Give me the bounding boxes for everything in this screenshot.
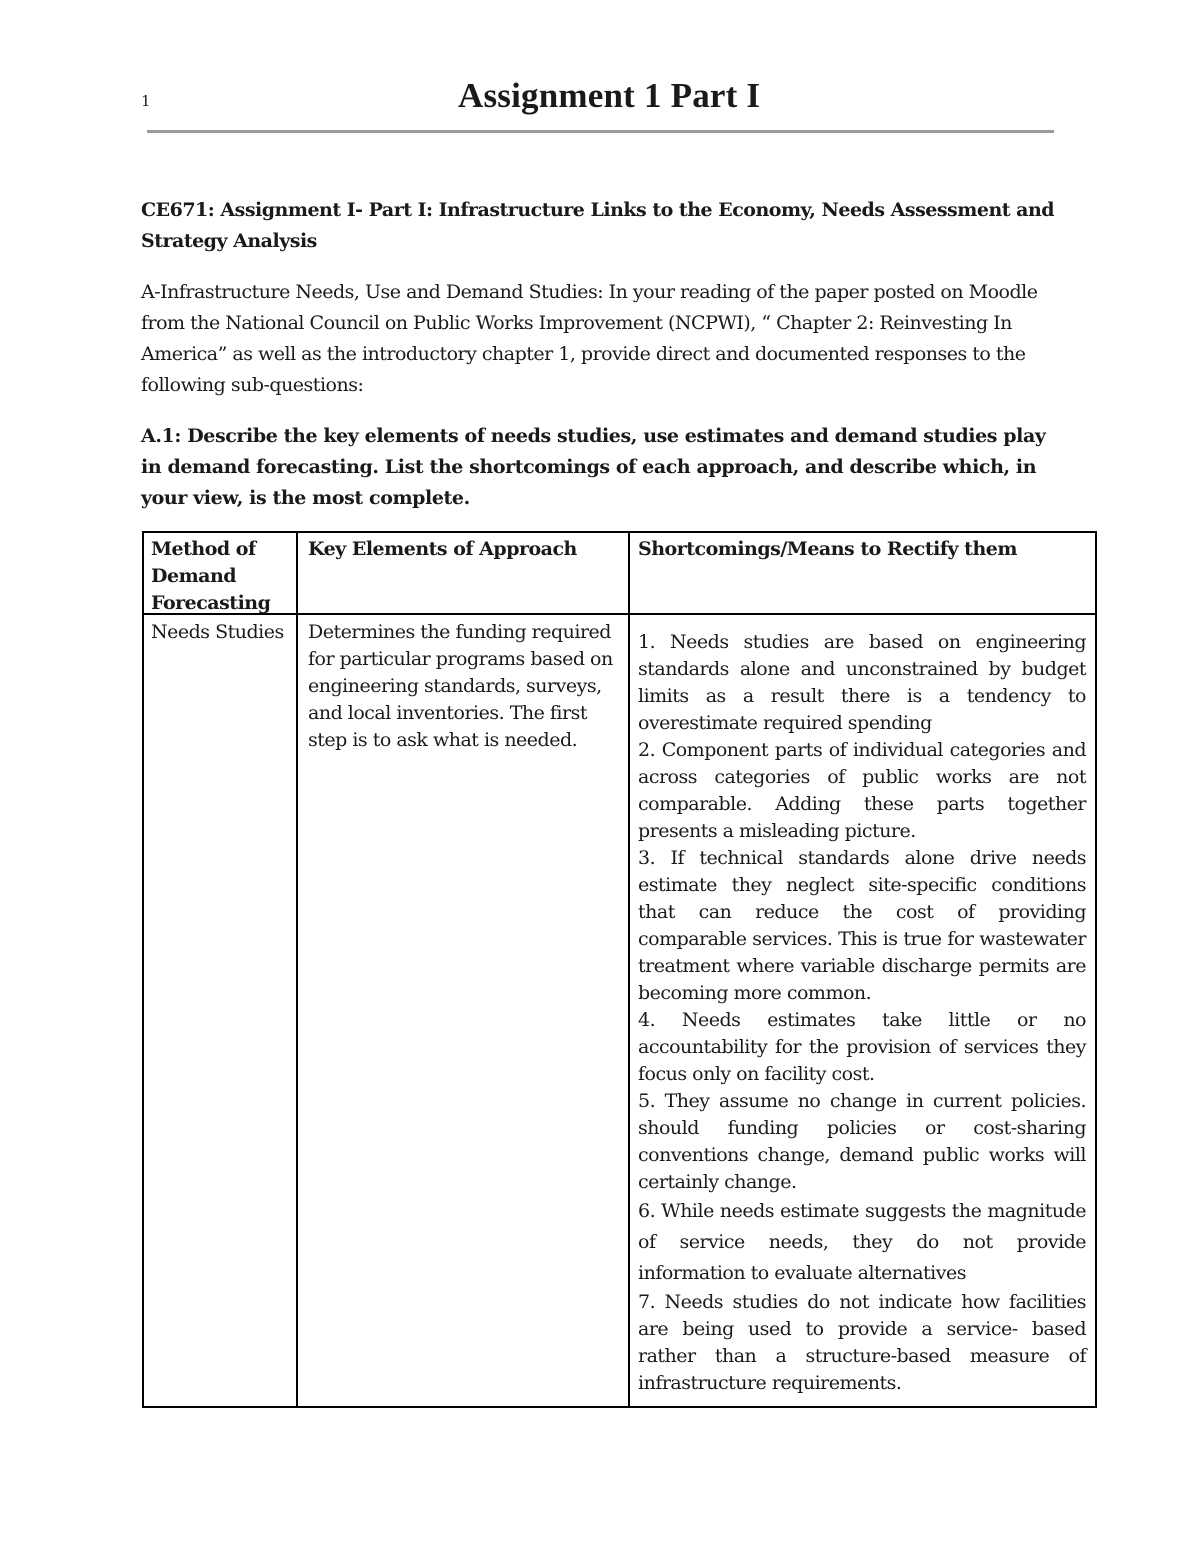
shortcoming-item: 1. Needs studies are based on engineering standards alone and unconstrained by budget limits as a result there is a tendency to overestimate required spending [638,631,1086,734]
header-key-elements: Key Elements of Approach [308,538,577,560]
header-method: Method of Demand Forecasting [151,538,271,614]
header-divider [147,130,1054,133]
page-title: Assignment 1 Part I [458,76,761,115]
shortcoming-item: 6. While needs estimate suggests the magnitude of service needs, they do not provide information to evaluate alternatives [638,1200,1086,1284]
question-a1: A.1: Describe the key elements of needs studies, use estimates and demand studies play in demand forecasting. List the shortcomings of each approach, and describe which, in your view, is the most complete. [141,425,1046,509]
course-title: CE671: Assignment I- Part I: Infrastructure Links to the Economy, Needs Assessment and Strategy Analysis [141,199,1055,252]
page-number: 1 [141,92,151,110]
shortcoming-item: 2. Component parts of individual categories and across categories of public works are not comparable. Adding these parts together presents a misleading picture. [638,739,1086,842]
shortcoming-item: 7. Needs studies do not indicate how facilities are being used to provide a service- based rather than a structure-based measure of infrastructure requirements. [638,1291,1086,1394]
intro-paragraph: A-Infrastructure Needs, Use and Demand Studies: In your reading of the paper posted on Moodle from the National Council on Public Works Improvement (NCPWI), “ Chapter 2: Reinvesting In America” as well as the introductory chapter 1, provide direct and documented responses to the following sub-questions: [141,281,1038,396]
demand-forecasting-table [142,531,1097,1408]
table-column-divider [628,533,630,1406]
header-shortcomings: Shortcomings/Means to Rectify them [638,538,1017,560]
row-shortcomings-cell [638,629,1086,1397]
row-key-elements-cell: Determines the funding required for particular programs based on engineering standards, surveys, and local inventories. The first step is to ask what is needed. [308,621,613,751]
shortcoming-item: 3. If technical standards alone drive needs estimate they neglect site-specific conditions that can reduce the cost of providing comparable services. This is true for wastewater treatment where variable discharge permits are becoming more common. [638,847,1086,1004]
shortcoming-item: 4. Needs estimates take little or no accountability for the provision of services they focus only on facility cost. [638,1009,1086,1085]
shortcoming-item: 5. They assume no change in current policies. should funding policies or cost-sharing conventions change, demand public works will certainly change. [638,1090,1086,1193]
row-method-cell: Needs Studies [151,621,284,643]
table-column-divider [296,533,298,1406]
